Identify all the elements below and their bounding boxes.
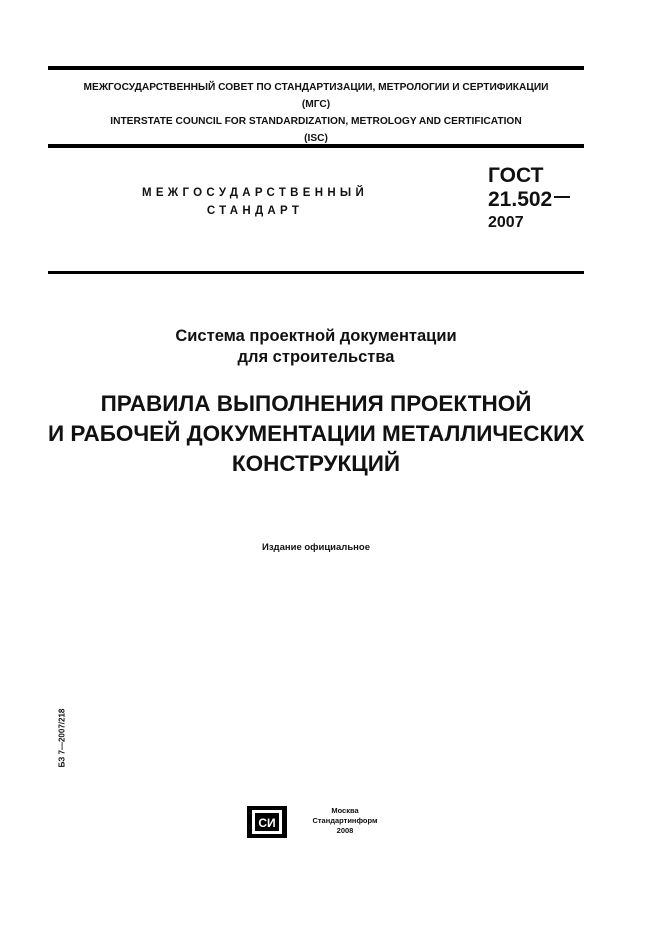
publisher-city: Москва (331, 806, 359, 815)
standard-kind-line1: МЕЖГОСУДАРСТВЕННЫЙ (141, 187, 369, 199)
logo-text: СИ (258, 816, 276, 830)
designation-bottom-rule (48, 271, 584, 274)
edition-note: Издание официальное (262, 542, 370, 553)
publisher-year: 2008 (336, 826, 354, 835)
standard-kind (120, 184, 390, 220)
council-header (48, 79, 584, 147)
council-en-name: INTERSTATE COUNCIL FOR STANDARDIZATION, METROLOGY AND CERTIFICATION (110, 116, 522, 127)
publisher-name: Стандартинформ (312, 816, 378, 825)
document-title-line3: КОНСТРУКЦИЙ (231, 451, 401, 476)
council-ru-name: МЕЖГОСУДАРСТВЕННЫЙ СОВЕТ ПО СТАНДАРТИЗАЦИИ, МЕТРОЛОГИИ И СЕРТИФИКАЦИИ (83, 82, 549, 93)
standartinform-logo (247, 806, 287, 838)
council-en-abbr: (ISC) (304, 133, 328, 144)
gost-label: ГОСТ (488, 164, 544, 187)
gost-designation (488, 164, 570, 234)
top-rule (48, 66, 584, 70)
side-code: БЗ 7—2007/218 (57, 708, 67, 768)
document-title-line1: ПРАВИЛА ВЫПОЛНЕНИЯ ПРОЕКТНОЙ (100, 391, 532, 416)
document-title (48, 389, 584, 479)
gost-year: 2007 (488, 214, 524, 231)
council-ru-abbr: (МГС) (301, 99, 331, 110)
document-title-line2: И РАБОЧЕЙ ДОКУМЕНТАЦИИ МЕТАЛЛИЧЕСКИХ (48, 421, 585, 446)
publisher-block (300, 806, 390, 836)
system-title-line2: для строительства (237, 348, 395, 366)
gost-number: 21.502 (488, 188, 553, 211)
system-title (48, 326, 584, 368)
gost-dash (554, 196, 570, 198)
standard-kind-line2: СТАНДАРТ (206, 205, 304, 217)
system-title-line1: Система проектной документации (175, 327, 457, 345)
gost-number-line (488, 188, 570, 212)
header-bottom-rule (48, 144, 584, 148)
